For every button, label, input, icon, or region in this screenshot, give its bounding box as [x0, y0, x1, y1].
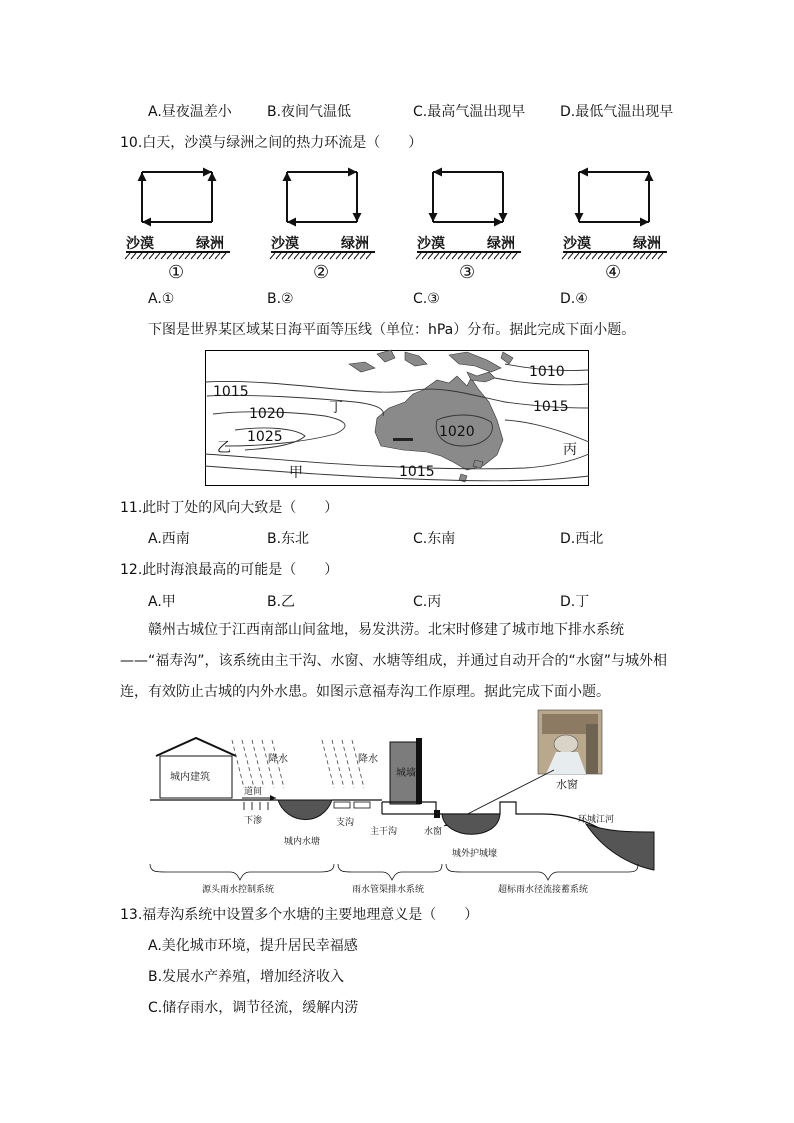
bottom-arrow — [287, 218, 357, 227]
circulation-diagram-1 — [126, 162, 226, 282]
q12-option-c: C.丙 — [413, 594, 442, 610]
left-arrow — [138, 172, 147, 222]
isobar-label-1015-bottom: 1015 — [399, 464, 435, 480]
right-arrow — [645, 172, 654, 222]
isobar-label-1020-inland: 1020 — [439, 424, 475, 440]
q10-option-b: B.② — [267, 291, 294, 307]
q13-stem: 13.福寿沟系统中设置多个水塘的主要地理意义是（ ） — [120, 907, 479, 923]
label-desert: 沙漠 — [563, 236, 591, 252]
label-desert: 沙漠 — [417, 236, 445, 252]
isobar-label-1015-right: 1015 — [533, 399, 569, 415]
bottom-arrow — [433, 218, 503, 227]
infiltration-label: 下渗 — [244, 816, 263, 826]
q11-option-b: B.东北 — [267, 531, 310, 547]
left-arrow — [575, 172, 584, 222]
q13-option-c: C.储存雨水，调节径流，缓解内涝 — [148, 1000, 359, 1016]
isobar-intro: 下图是世界某区域某日海平面等压线（单位：hPa）分布。据此完成下面小题。 — [148, 322, 636, 338]
label-desert: 沙漠 — [126, 236, 154, 252]
q12-stem: 12.此时海浪最高的可能是（ ） — [120, 562, 339, 578]
water-window-gate — [434, 810, 440, 818]
label-desert: 沙漠 — [271, 236, 299, 252]
q11-option-d: D.西北 — [560, 531, 604, 547]
system-braces — [150, 864, 638, 880]
rain-label-2: 降水 — [358, 754, 378, 765]
label-oasis: 绿洲 — [487, 236, 515, 252]
river — [586, 824, 654, 870]
q9-option-a: A.昼夜温差小 — [148, 104, 232, 120]
q11-option-c: C.东南 — [413, 531, 456, 547]
system-label-2: 雨水管渠排水系统 — [352, 885, 425, 895]
river-label: 环城江河 — [578, 815, 615, 825]
wall-label: 城墙 — [396, 768, 416, 779]
photo-label-water-window: 水窗 — [556, 778, 578, 791]
top-arrow — [579, 168, 649, 177]
right-arrow — [353, 172, 362, 222]
house-icon — [156, 738, 236, 798]
branch-ditch — [334, 802, 370, 808]
diagram-number: ④ — [605, 262, 622, 283]
point-label-bing: 丙 — [563, 442, 577, 458]
label-oasis: 绿洲 — [341, 236, 369, 252]
q10-option-c: C.③ — [413, 291, 440, 307]
isobar-label-1025: 1025 — [247, 429, 283, 445]
diagram-number: ② — [313, 262, 330, 283]
fushou-intro: 赣州古城位于江西南部山间盆地，易发洪涝。北宋时修建了城市地下排水系统——“福寿沟”，该系统由主干沟、水窗、水塘等组成，并通过自动开合的“水窗”与城外相连，有效防止古城的内外水患。如图示意福寿沟工作原理。据此完成下面小题。 — [120, 622, 668, 700]
q12-option-b: B.乙 — [267, 594, 296, 610]
left-arrow — [283, 172, 292, 222]
q9-option-c: C.最高气温出现早 — [413, 104, 526, 120]
q12-option-a: A.甲 — [148, 594, 176, 610]
main-ditch-label: 主干沟 — [370, 827, 398, 837]
q10-stem: 10.白天，沙漠与绿洲之间的热力环流是（ ） — [120, 135, 423, 151]
isobar-label-1015-left: 1015 — [213, 384, 249, 400]
runoff-label: 道间 — [244, 787, 263, 797]
top-arrow — [142, 168, 212, 177]
label-oasis: 绿洲 — [633, 236, 661, 252]
q13-option-b: B.发展水产养殖，增加经济收入 — [148, 969, 345, 985]
circulation-diagram-3 — [417, 162, 517, 282]
isobar-label-1020-left: 1020 — [249, 406, 285, 422]
point-label-jia: 甲 — [289, 465, 303, 481]
building-label: 城内建筑 — [170, 772, 210, 783]
point-label-ding: 丁 — [329, 400, 343, 416]
q11-option-a: A.西南 — [148, 531, 190, 547]
q9-option-b: B.夜间气温低 — [267, 104, 352, 120]
water-window-photo — [538, 710, 602, 774]
right-arrow — [499, 172, 508, 222]
circulation-diagram-2 — [271, 162, 371, 282]
inner-pond — [278, 800, 332, 820]
left-arrow — [429, 172, 438, 222]
q10-option-a: A.① — [148, 291, 175, 307]
rain-label-1: 降水 — [268, 754, 288, 765]
point-label-yi: 乙 — [217, 440, 231, 456]
branch-label: 支沟 — [336, 818, 355, 828]
right-arrow — [208, 172, 217, 222]
q9-option-d: D.最低气温出现早 — [560, 104, 674, 120]
label-oasis: 绿洲 — [196, 236, 224, 252]
circulation-diagram-4 — [563, 162, 663, 282]
system-label-3: 超标雨水径流接蓄系统 — [498, 885, 589, 895]
q11-stem: 11.此时丁处的风向大致是（ ） — [120, 500, 339, 516]
bottom-arrow — [142, 218, 212, 227]
moat — [442, 814, 500, 834]
lake-mark — [393, 438, 413, 441]
system-label-1: 源头雨水控制系统 — [202, 885, 275, 895]
top-arrow — [287, 168, 357, 177]
window-label: 水窗 — [424, 827, 443, 837]
isobar-label-1010: 1010 — [529, 364, 565, 380]
top-arrow — [433, 168, 503, 177]
bottom-arrow — [579, 218, 649, 227]
q12-option-d: D.丁 — [560, 594, 590, 610]
fushou-diagram — [146, 710, 658, 898]
isobar-map — [205, 350, 589, 486]
infiltration-arrows — [244, 802, 268, 810]
diagram-number: ① — [168, 262, 185, 283]
moat-label: 城外护城壕 — [452, 849, 498, 859]
q13-option-a: A.美化城市环境，提升居民幸福感 — [148, 938, 358, 954]
diagram-number: ③ — [459, 262, 476, 283]
pond-label: 城内水塘 — [284, 837, 321, 847]
q10-option-d: D.④ — [560, 291, 588, 307]
